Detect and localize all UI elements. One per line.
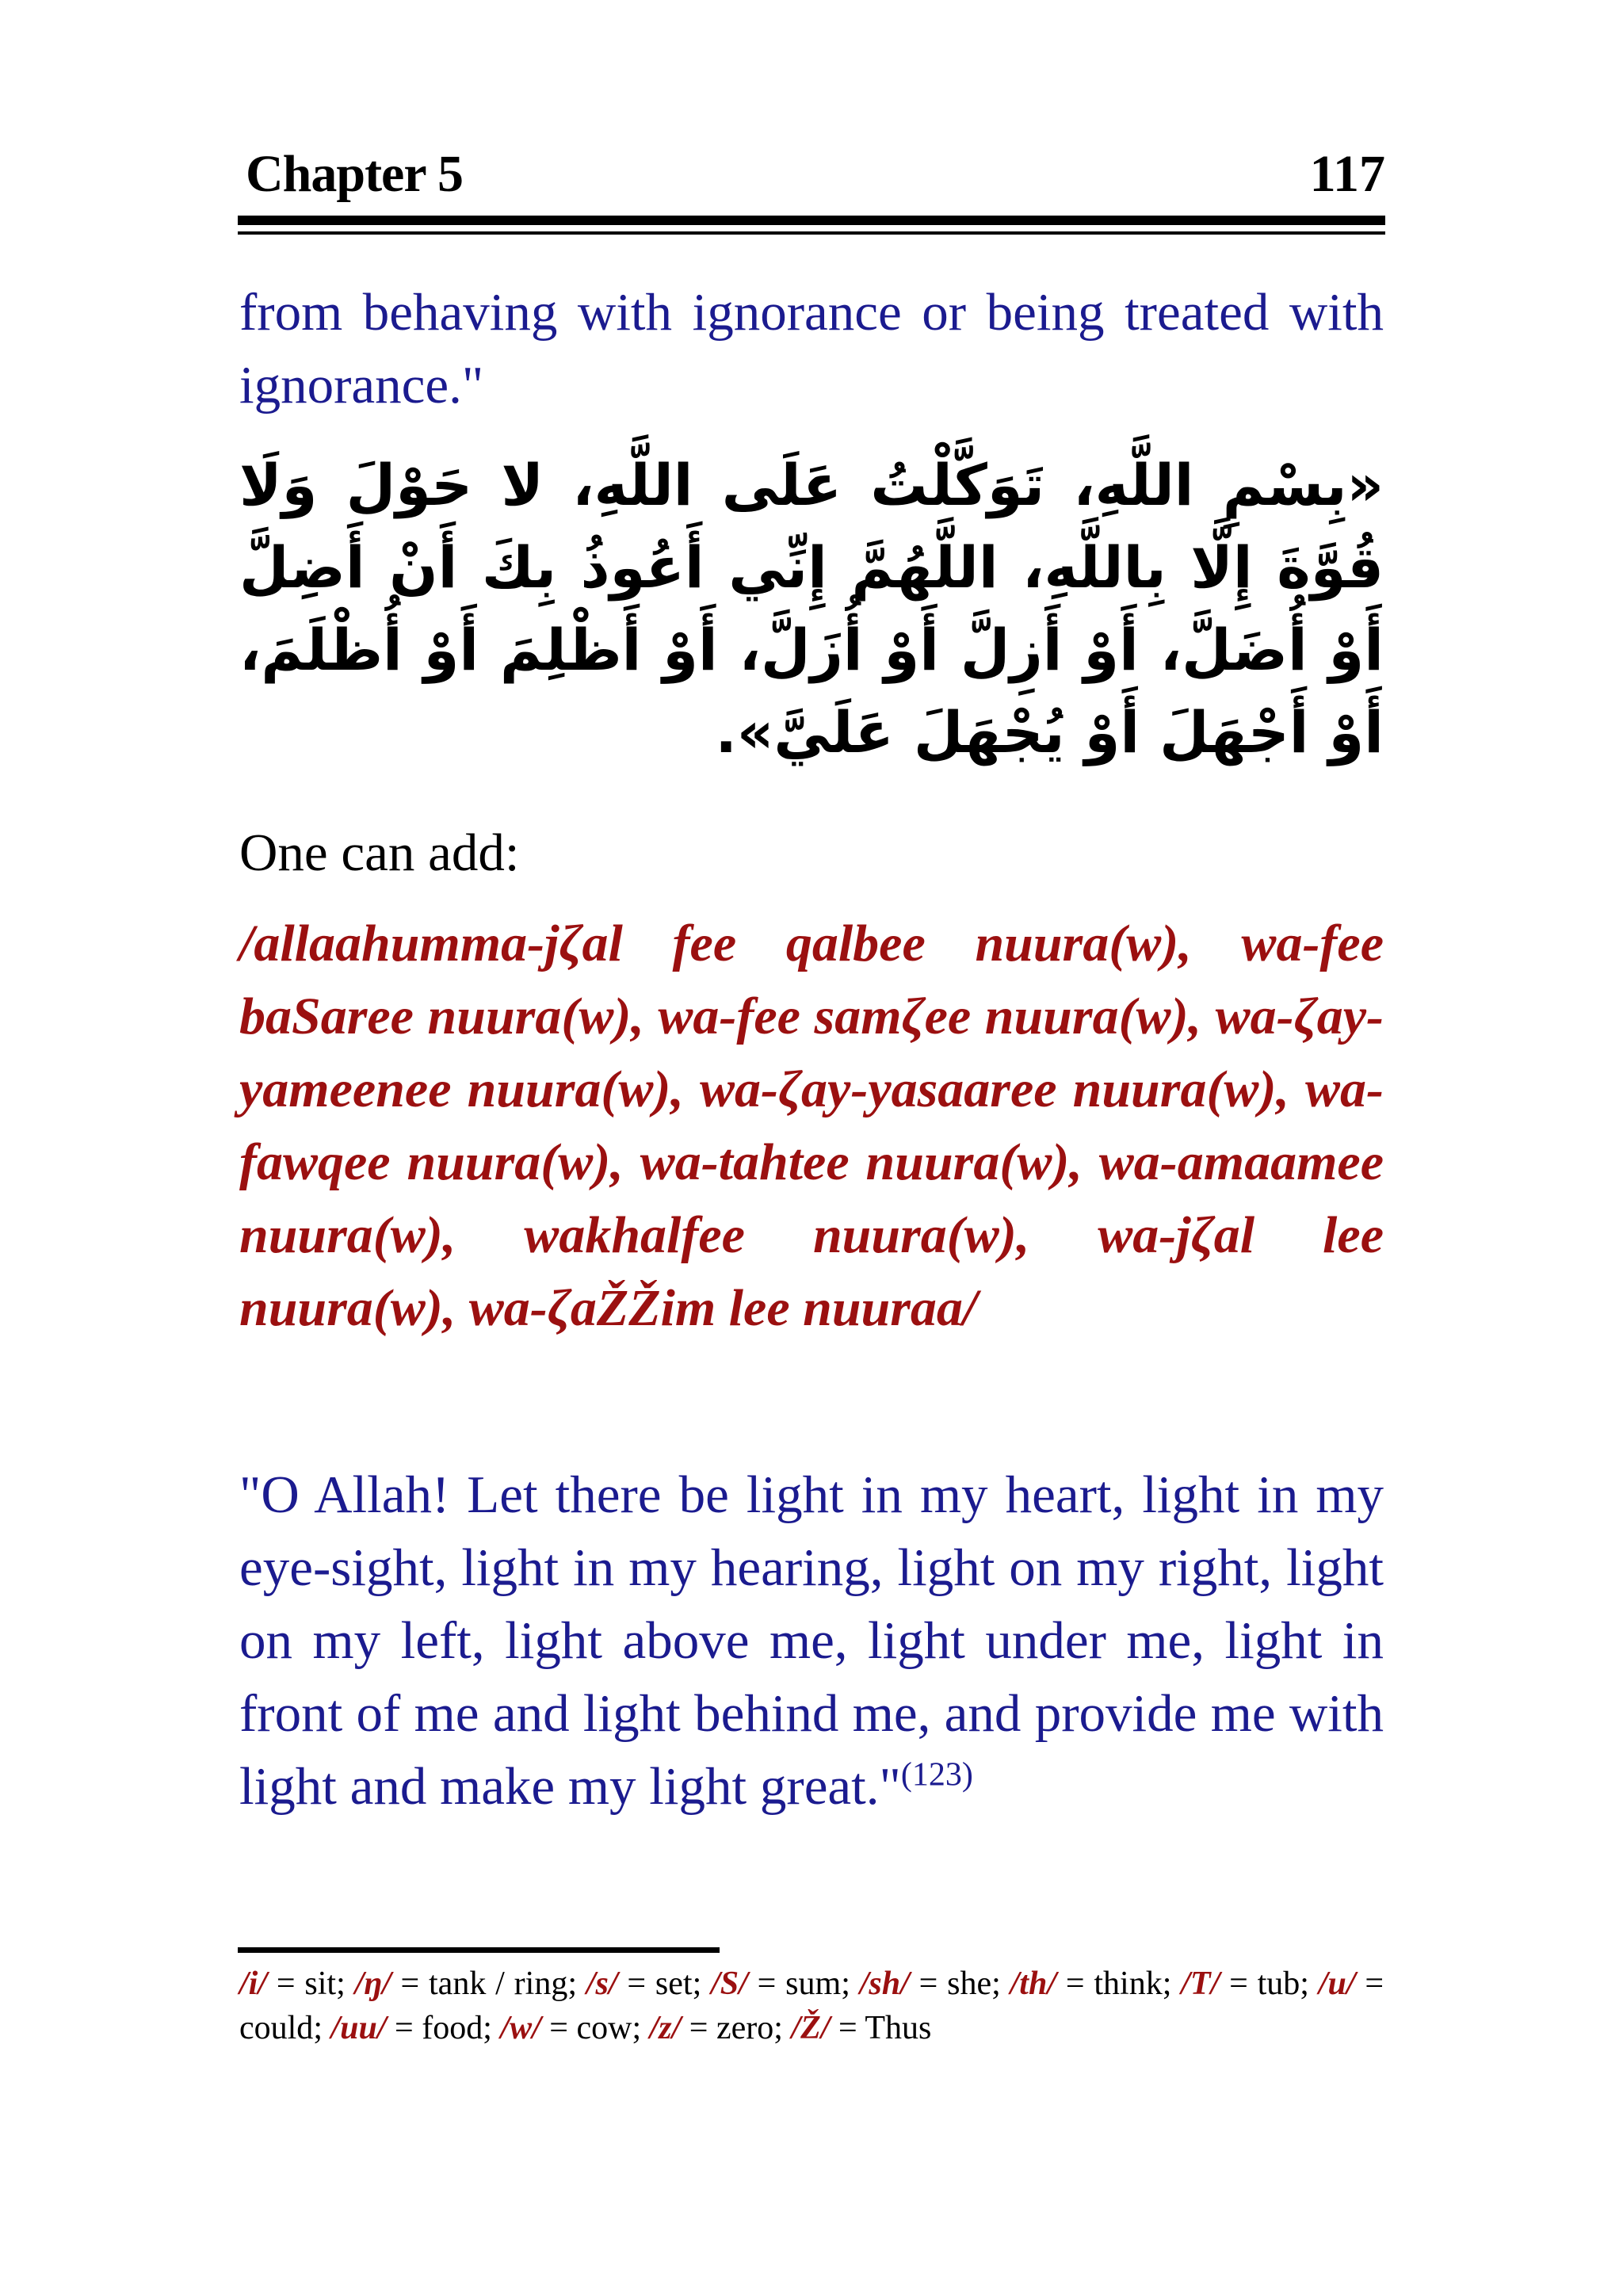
legend-entry: /th/ = think; <box>1010 1966 1172 2002</box>
chapter-title: Chapter 5 <box>246 145 463 203</box>
header-rule-thin <box>238 231 1385 235</box>
legend-entry: /z/ = zero; <box>649 2010 783 2046</box>
legend-symbol: /w/ <box>500 2010 541 2046</box>
legend-symbol: /i/ <box>239 1966 268 2002</box>
page-header <box>238 145 1385 203</box>
legend-word: tub <box>1257 1966 1300 2002</box>
legend-word: set <box>655 1966 693 2002</box>
legend-word: she <box>947 1966 992 2002</box>
legend-separator: ; <box>336 1966 346 2002</box>
legend-separator: ; <box>567 1966 578 2002</box>
translation-text <box>239 1458 1384 1823</box>
footnote-legend <box>239 1962 1384 2050</box>
legend-symbol: /T/ <box>1181 1966 1220 2002</box>
legend-separator: ; <box>692 1966 702 2002</box>
legend-entry: /S/ = sum; <box>711 1966 850 2002</box>
legend-word: zero <box>716 2010 774 2046</box>
legend-word: could <box>239 2010 314 2046</box>
legend-separator: ; <box>483 2010 492 2046</box>
legend-entry: /s/ = set; <box>586 1966 702 2002</box>
legend-word: think <box>1094 1966 1163 2002</box>
legend-separator: ; <box>632 2010 642 2046</box>
legend-symbol: /sh/ <box>859 1966 910 2002</box>
translation-body: "O Allah! Let there be light in my heart, light in my eye-sight, light in my hearing, light on my right, light on my left, light above me, light under me, light in front of me and light behind me, and provide me with light and make my light great." <box>239 1465 1384 1816</box>
legend-word: cow <box>576 2010 632 2046</box>
legend-symbol: /u/ <box>1318 1966 1356 2002</box>
legend-symbol: /S/ <box>711 1966 748 2002</box>
legend-word: Thus <box>865 2010 932 2046</box>
legend-entry: /i/ = sit; <box>239 1966 346 2002</box>
legend-separator: ; <box>773 2010 783 2046</box>
page-number: 117 <box>1309 145 1385 203</box>
legend-word: food <box>422 2010 483 2046</box>
legend-symbol: /s/ <box>586 1966 618 2002</box>
legend-entry: /u/ = could; <box>239 1966 1384 2046</box>
legend-entry: /T/ = tub; <box>1181 1966 1309 2002</box>
legend-separator: ; <box>1300 1966 1309 2002</box>
legend-symbol: /z/ <box>649 2010 682 2046</box>
legend-entry: /w/ = cow; <box>500 2010 642 2046</box>
legend-symbol: /Ž/ <box>791 2010 831 2046</box>
legend-entry: /sh/ = she; <box>859 1966 1001 2002</box>
legend-word: sum <box>785 1966 842 2002</box>
legend-symbol: /th/ <box>1010 1966 1057 2002</box>
legend-symbol: /ŋ/ <box>354 1966 391 2002</box>
legend-entry: /uu/ = food; <box>330 2010 492 2046</box>
legend-word: tank / ring <box>429 1966 568 2002</box>
legend-symbol: /uu/ <box>330 2010 387 2046</box>
legend-separator: ; <box>1162 1966 1172 2002</box>
footnote-rule <box>238 1947 720 1953</box>
intro-continuation-text: from behaving with ignorance or being treated with ignorance." <box>239 283 1384 415</box>
legend-separator: ; <box>841 1966 850 2002</box>
legend-entry: /ŋ/ = tank / ring; <box>354 1966 578 2002</box>
one-can-add-heading: One can add: <box>239 823 520 882</box>
transliteration-text: /allaahumma-jζal fee qalbee nuura(w), wa-fee baSaree nuura(w), wa-fee samζee nuura(w), wa-ζay-yameenee nuura(w), wa-ζay-yasaaree nuura(w), wa-fawqee nuura(w), wa-tahtee nuura(w), wa-amaamee nuura(w), wakhalfee nuura(w), wa-jζal lee nuura(w), wa-ζaŽŽim lee nuuraa/ <box>239 915 1384 1337</box>
footnote-reference[interactable]: (123) <box>900 1756 973 1794</box>
arabic-dua: «بِسْمِ اللَّهِ، تَوَكَّلْتُ عَلَى اللَّهِ، لا حَوْلَ وَلَا قُوَّةَ إِلَّا بِاللَّهِ، اللَّهُمَّ إِنِّي أَعُوذُ بِكَ أَنْ أَضِلَّ أَوْ أُضَلَّ، أَوْ أَزِلَّ أَوْ أُزَلَّ، أَوْ أَظْلِمَ أَوْ أُظْلَمَ، أَوْ أَجْهَلَ أَوْ يُجْهَلَ عَلَيَّ». <box>239 452 1384 766</box>
legend-word: sit <box>304 1966 337 2002</box>
legend-separator: ; <box>313 2010 323 2046</box>
header-rule-thick <box>238 216 1385 225</box>
legend-separator: ; <box>991 1966 1001 2002</box>
legend-entry: /Ž/ = Thus <box>791 2010 932 2046</box>
